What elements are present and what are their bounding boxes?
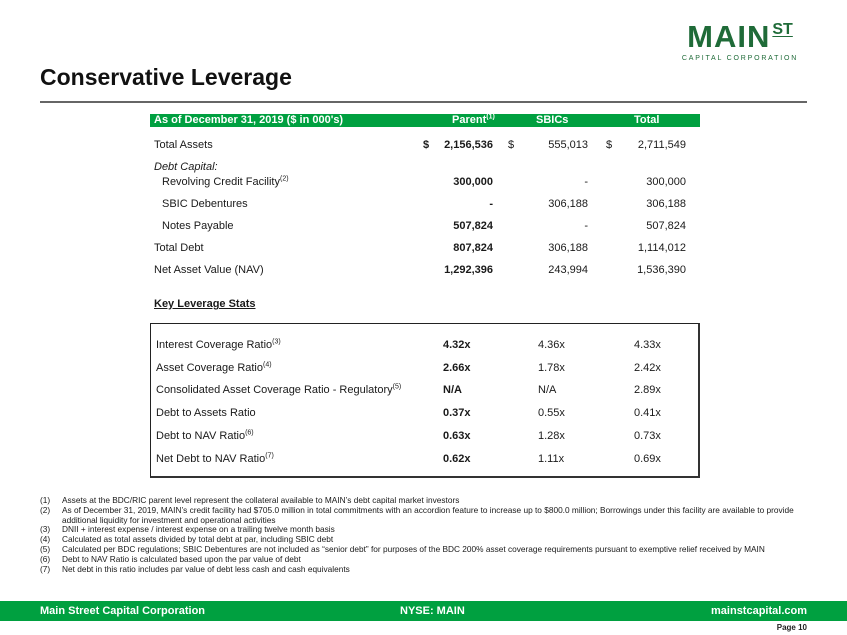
footnotes bbox=[40, 496, 810, 574]
title-divider bbox=[40, 101, 807, 103]
table-row: Net Asset Value (NAV) 1,292,396 243,994 1,536,390 bbox=[154, 264, 686, 276]
table-header bbox=[150, 114, 700, 127]
header-sbics: SBICs bbox=[536, 114, 569, 126]
dollar-sign: $ bbox=[508, 139, 515, 151]
company-logo bbox=[681, 19, 799, 62]
logo-wordmark: MAIN bbox=[687, 19, 771, 54]
stats-row: Debt to Assets Ratio 0.37x 0.55x 0.41x bbox=[156, 407, 661, 419]
footnote: (3) DNII + interest expense / interest expense on a trailing twelve month basis bbox=[40, 524, 335, 535]
footnote: (4) Calculated as total assets divided by total debt at par, including SBIC debt bbox=[40, 534, 334, 545]
table-row: Revolving Credit Facility$^{(2)}$ 300,000 - 300,000 bbox=[162, 175, 686, 188]
footnote: (7) Net debt in this ratio includes par value of debt less cash and cash equivalents bbox=[40, 563, 350, 574]
table-row: Total Debt 807,824 306,188 1,114,012 bbox=[154, 242, 686, 254]
header-parent: Parent$^{(1)}$ bbox=[452, 113, 495, 126]
footnote: (2) As of December 31, 2019, MAIN’s credit facility had $705.0 million in total commitments with an accordion feature to increase up to $800.0 million; Borrowings under this facility are available to provide additional liquidity for investment and operational activities bbox=[40, 504, 794, 525]
stats-row: Consolidated Asset Coverage Ratio - Regulatory$^{(5)}$ N/A N/A 2.89x bbox=[156, 383, 661, 396]
logo-st: ST bbox=[772, 21, 793, 38]
stats-row: Interest Coverage Ratio$^{(3)}$ 4.32x 4.36x 4.33x bbox=[156, 338, 661, 351]
footer-company: Main Street Capital Corporation bbox=[40, 605, 206, 617]
stats-row: Net Debt to NAV Ratio$^{(7)}$ 0.62x 1.11x 0.69x bbox=[156, 452, 661, 465]
page-title: Conservative Leverage bbox=[40, 64, 292, 90]
stats-row: Debt to NAV Ratio$^{(6)}$ 0.63x 1.28x 0.73x bbox=[156, 429, 661, 442]
table-row: Notes Payable 507,824 - 507,824 bbox=[162, 220, 686, 232]
header-label: As of December 31, 2019 ($ in 000's) bbox=[154, 114, 344, 126]
footnote: (6) Debt to NAV Ratio is calculated based upon the par value of debt bbox=[40, 553, 301, 564]
logo-subtitle: CAPITAL CORPORATION bbox=[681, 55, 799, 62]
table-row: SBIC Debentures - 306,188 306,188 bbox=[162, 198, 686, 210]
footnote: (5) Calculated per BDC regulations; SBIC Debentures are not included as “senior debt” for purposes of the BDC 200% asset coverage requirements pursuant to exemptive relief received by MAIN bbox=[40, 543, 765, 554]
footer-ticker: NYSE: MAIN bbox=[400, 605, 465, 617]
page-number: Page 10 bbox=[776, 623, 807, 632]
table-row: Total Assets $ 2,156,536 $ 555,013 $ 2,711,549 bbox=[154, 139, 686, 151]
stats-row: Asset Coverage Ratio$^{(4)}$ 2.66x 1.78x 2.42x bbox=[156, 361, 661, 374]
table-row: Debt Capital: bbox=[154, 161, 218, 173]
footer-website[interactable]: mainstcapital.com bbox=[711, 605, 807, 617]
dollar-sign: $ bbox=[606, 139, 613, 151]
footer-bar bbox=[0, 601, 847, 621]
key-stats-heading: Key Leverage Stats bbox=[154, 298, 256, 310]
header-total: Total bbox=[634, 114, 660, 126]
dollar-sign: $ bbox=[423, 139, 430, 151]
footnote: (1) Assets at the BDC/RIC parent level represent the collateral available to MAIN’s debt capital market investors bbox=[40, 495, 460, 505]
